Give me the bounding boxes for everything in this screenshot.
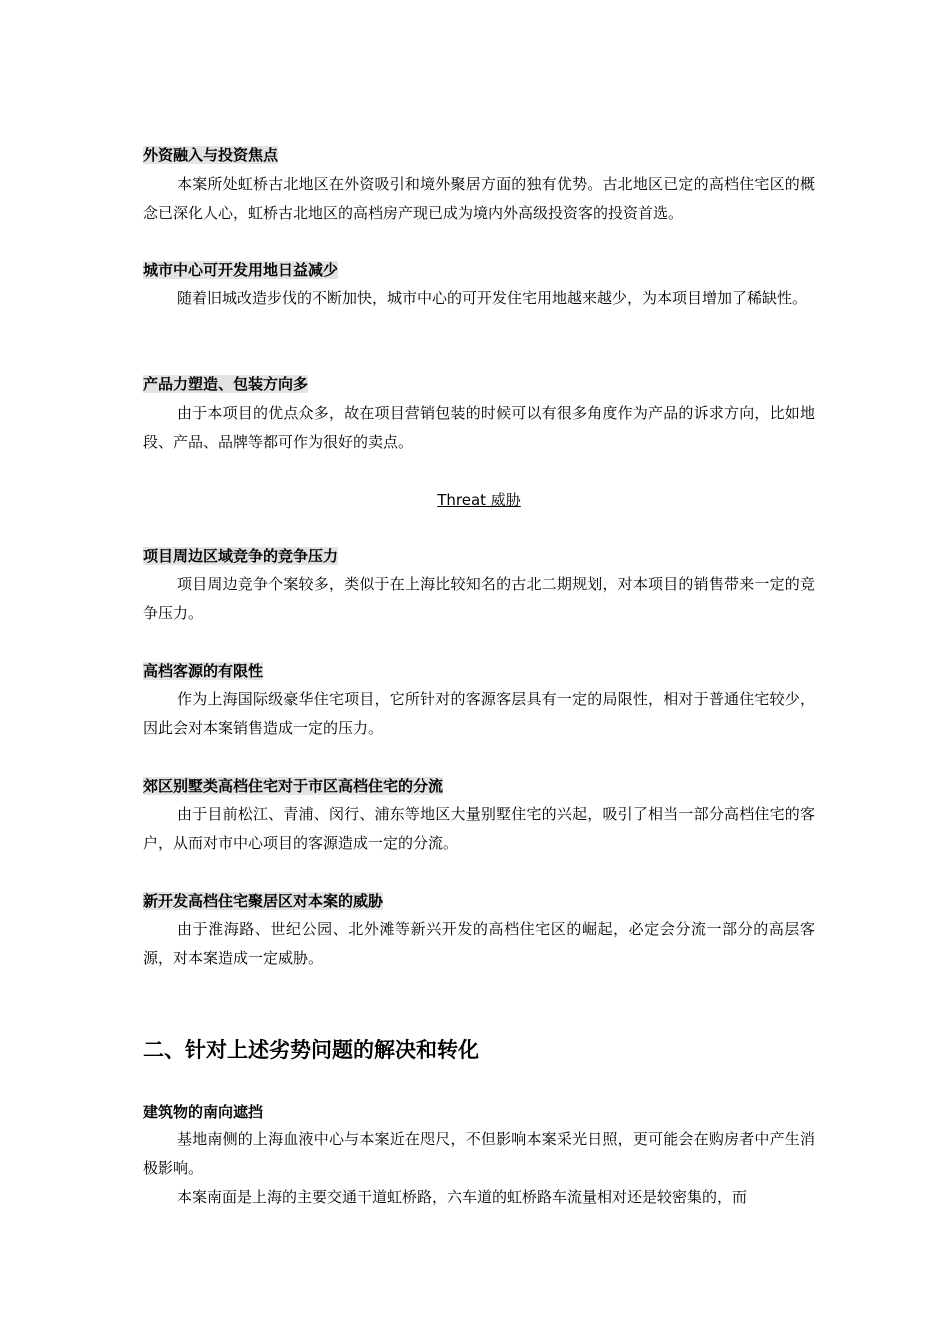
strength-heading-land-scarcity: 城市中心可开发用地日益减少 <box>143 261 339 279</box>
threat-paragraph-suburban-villas: 由于目前松江、青浦、闵行、浦东等地区大量别墅住宅的兴起，吸引了相当一部分高档住宅的客户，从而对市中心项目的客源造成一定的分流。 <box>143 805 815 852</box>
threat-heading-suburban-villas: 郊区别墅类高档住宅对于市区高档住宅的分流 <box>143 777 444 795</box>
section-two-title: 二、针对上述劣势问题的解决和转化 <box>143 1038 479 1062</box>
threat-paragraph-limited-clients: 作为上海国际级豪华住宅项目，它所针对的客源客层具有一定的局限性，相对于普通住宅较少，因此会对本案销售造成一定的压力。 <box>143 690 815 737</box>
strength-heading-product-packaging: 产品力塑造、包装方向多 <box>143 375 309 393</box>
threat-heading-competition: 项目周边区域竞争的竞争压力 <box>143 547 339 565</box>
threat-heading-new-districts: 新开发高档住宅聚居区对本案的威胁 <box>143 892 384 910</box>
threat-section-title: Threat 威胁 <box>437 491 521 509</box>
sub-heading-south-obstruction: 建筑物的南向遮挡 <box>143 1103 264 1121</box>
strength-heading-foreign-investment: 外资融入与投资焦点 <box>143 146 279 164</box>
paragraph-blood-center: 基地南侧的上海血液中心与本案近在咫尺，不但影响本案采光日照，更可能会在购房者中产生消极影响。 <box>143 1130 815 1177</box>
strength-paragraph-foreign-investment: 本案所处虹桥古北地区在外资吸引和境外聚居方面的独有优势。古北地区已定的高档住宅区的概念已深化人心，虹桥古北地区的高档房产现已成为境内外高级投资客的投资首选。 <box>143 175 815 222</box>
strength-paragraph-land-scarcity: 随着旧城改造步伐的不断加快，城市中心的可开发住宅用地越来越少，为本项目增加了稀缺性。 <box>177 289 808 307</box>
threat-heading-limited-clients: 高档客源的有限性 <box>143 662 264 680</box>
strength-paragraph-product-packaging: 由于本项目的优点众多，故在项目营销包装的时候可以有很多角度作为产品的诉求方向，比如地段、产品、品牌等都可作为很好的卖点。 <box>143 404 815 451</box>
threat-paragraph-competition: 项目周边竞争个案较多，类似于在上海比较知名的古北二期规划，对本项目的销售带来一定的竞争压力。 <box>143 575 815 622</box>
paragraph-hongqiao-road: 本案南面是上海的主要交通干道虹桥路，六车道的虹桥路车流量相对还是较密集的，而 <box>177 1188 748 1206</box>
threat-paragraph-new-districts: 由于淮海路、世纪公园、北外滩等新兴开发的高档住宅区的崛起，必定会分流一部分的高层客源，对本案造成一定威胁。 <box>143 920 815 967</box>
